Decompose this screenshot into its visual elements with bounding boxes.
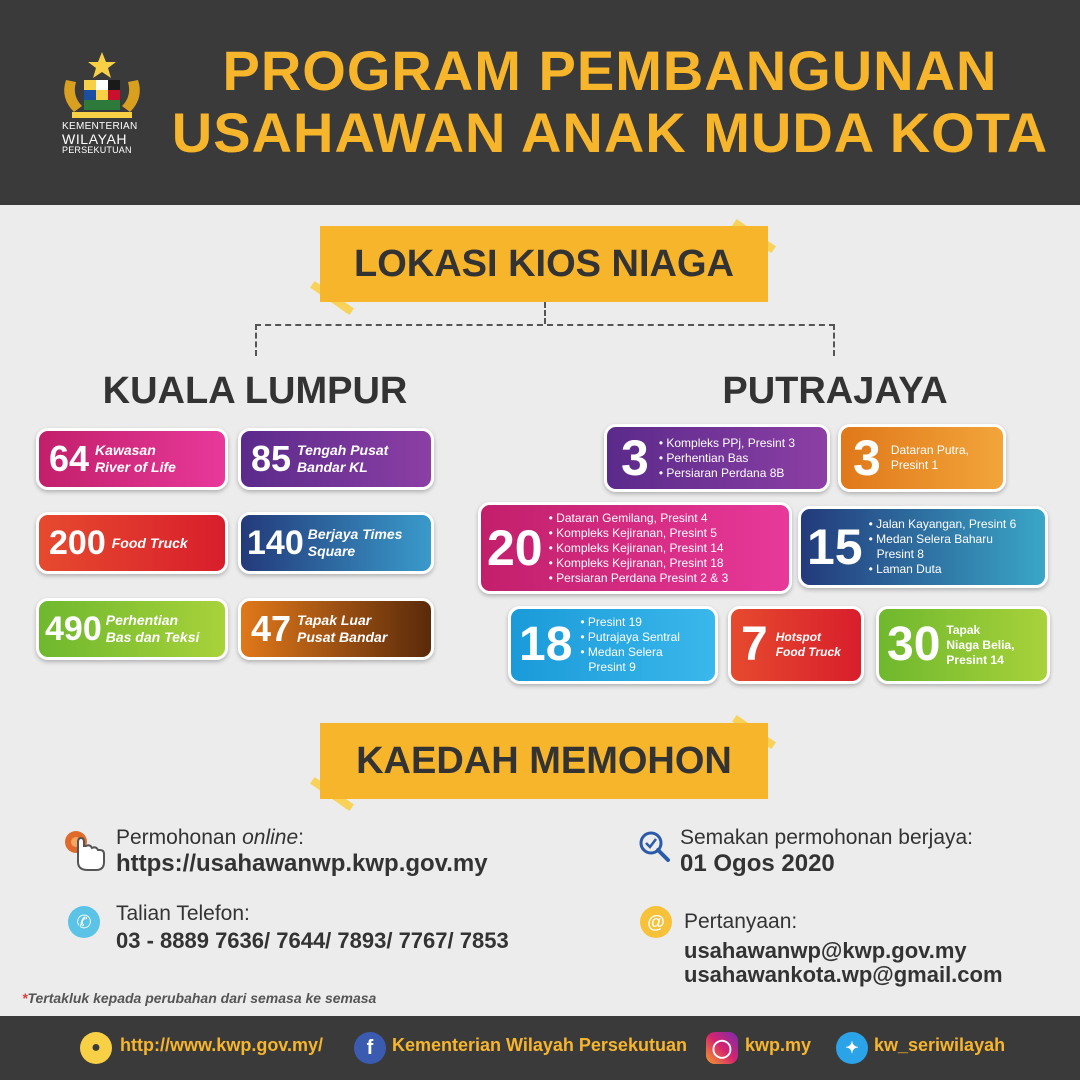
bullet-item: • Jalan Kayangan, Presint 6: [868, 517, 1017, 531]
card-label-line: River of Life: [95, 459, 176, 475]
card-label-line: Perhentian: [105, 612, 179, 628]
bullet-item: • Kompleks Kejiranan, Presint 5: [548, 525, 717, 540]
card-label-line: Presint 1: [890, 458, 939, 472]
card-label-line: Pusat Bandar: [297, 629, 388, 645]
email-at-icon: @: [640, 906, 672, 938]
bullet-item: • Perhentian Bas: [658, 450, 749, 465]
phone-label: Talian Telefon:: [116, 902, 250, 925]
kl-card-food-truck: [36, 512, 228, 574]
pj-card-dataran-gemilang: [478, 502, 792, 594]
bullet-item: • Kompleks Kejiranan, Presint 14: [548, 540, 724, 555]
card-label-line: Kawasan: [95, 442, 156, 458]
tree-connector: [255, 324, 257, 356]
card-label-line: Tapak Luar: [297, 612, 372, 628]
card-number: 18: [519, 618, 573, 671]
card-number: 140: [247, 524, 304, 562]
enquiry-email-2[interactable]: usahawankota.wp@gmail.com: [684, 962, 1003, 987]
kaedah-heading: KAEDAH MEMOHON: [320, 723, 768, 799]
card-number: 30: [887, 618, 941, 671]
phone-icon: ✆: [68, 906, 100, 938]
card-label-line: Niaga Belia,: [946, 637, 1015, 652]
pointer-click-icon: [62, 828, 108, 874]
facebook-icon: f: [354, 1032, 386, 1064]
check-label: Semakan permohonan berjaya:: [680, 826, 974, 849]
tree-connector: [833, 324, 835, 356]
card-label-line: Berjaya Times: [307, 526, 403, 542]
card-label-line: Square: [307, 543, 356, 559]
card-label: [112, 535, 188, 552]
online-url-link[interactable]: https://usahawanwp.kwp.gov.my: [116, 850, 488, 877]
card-number: 200: [49, 524, 106, 562]
title-line-1: PROGRAM PEMBANGUNAN: [222, 39, 998, 102]
ministry-line-2: WILAYAH: [62, 131, 128, 147]
card-label: [776, 630, 841, 660]
card-bullets: [659, 436, 795, 481]
card-number: 85: [251, 438, 292, 479]
online-label-prefix: Permohonan: [116, 826, 243, 849]
note-asterisk: *: [22, 990, 28, 1006]
bullet-item: Presint 9: [588, 660, 636, 674]
region-kuala-lumpur: KUALA LUMPUR: [102, 370, 408, 412]
bullet-item: • Putrajaya Sentral: [580, 630, 680, 644]
search-check-icon: [636, 828, 672, 864]
ministry-line-3: PERSEKUTUAN: [62, 145, 132, 155]
bullet-item: • Laman Duta: [868, 562, 942, 576]
card-number: 3: [621, 430, 649, 486]
online-label: [116, 826, 304, 850]
card-label-line: Presint 14: [946, 652, 1004, 667]
pj-card-dataran-putra: [838, 424, 1006, 492]
card-label: [946, 623, 1014, 668]
note-text: Tertakluk kepada perubahan dari semasa ke semasa: [27, 990, 377, 1006]
kl-card-perhentian-bas-teksi: [36, 598, 228, 660]
card-number: 20: [487, 520, 543, 576]
coat-of-arms-icon: [52, 50, 152, 122]
tree-connector: [544, 302, 546, 324]
online-label-suffix: :: [298, 826, 304, 849]
online-label-em: online: [242, 826, 299, 849]
card-label: [891, 443, 969, 473]
bullet-item: Presint 8: [876, 547, 924, 561]
card-number: 3: [853, 430, 881, 486]
bullet-item: • Medan Selera Baharu: [868, 532, 993, 546]
page-title: [160, 40, 1060, 164]
bullet-item: • Persiaran Perdana 8B: [658, 465, 785, 480]
pj-card-jalan-kayangan: [798, 506, 1048, 588]
card-label-line: Hotspot: [775, 630, 822, 644]
kl-card-tengah-pusat-bandar: [238, 428, 434, 490]
title-line-2: USAHAWAN ANAK MUDA KOTA: [171, 101, 1049, 164]
check-date: 01 Ogos 2020: [680, 850, 835, 877]
website-globe-icon: ●: [80, 1032, 112, 1064]
footer-website-link[interactable]: http://www.kwp.gov.my/: [120, 1035, 324, 1055]
kl-card-berjaya-times-square: [238, 512, 434, 574]
bullet-item: • Persiaran Perdana Presint 2 & 3: [548, 570, 729, 585]
card-number: 47: [251, 608, 292, 649]
ministry-line-1: KEMENTERIAN: [62, 121, 138, 132]
card-label-line: Bas dan Teksi: [105, 629, 200, 645]
kl-card-tapak-luar-pusat-bandar: [238, 598, 434, 660]
bullet-item: • Presint 19: [580, 615, 642, 629]
card-label: [95, 442, 176, 476]
card-number: 15: [807, 519, 863, 575]
card-label-line: Tapak: [946, 622, 981, 637]
footer-facebook-link[interactable]: Kementerian Wilayah Persekutuan: [392, 1035, 687, 1055]
instagram-icon: ◯: [706, 1032, 738, 1064]
card-label-line: Tengah Pusat: [297, 442, 389, 458]
bullet-item: • Kompleks PPj, Presint 3: [658, 435, 796, 450]
pj-card-tapak-niaga-belia: [876, 606, 1050, 684]
card-bullets: [549, 511, 729, 586]
tree-connector: [255, 324, 835, 326]
card-number: 7: [741, 618, 768, 671]
footer-twitter-link[interactable]: kw_seriwilayah: [874, 1035, 1006, 1055]
card-label-line: Food Truck: [775, 645, 841, 659]
card-label-line: Food Truck: [111, 534, 188, 551]
card-label: [106, 612, 200, 646]
enquiry-label: Pertanyaan:: [684, 910, 798, 933]
card-number: 490: [45, 610, 102, 648]
card-bullets: [869, 517, 1017, 577]
phone-number[interactable]: 03 - 8889 7636/ 7644/ 7893/ 7767/ 7853: [116, 928, 509, 953]
card-number: 64: [49, 438, 90, 479]
card-label: [308, 526, 403, 560]
pj-card-presint-19: [508, 606, 718, 684]
card-label-line: Bandar KL: [297, 459, 368, 475]
card-label: [297, 442, 388, 476]
twitter-icon: ✦: [836, 1032, 868, 1064]
bullet-item: • Dataran Gemilang, Presint 4: [548, 510, 708, 525]
kl-card-river-of-life: [36, 428, 228, 490]
region-putrajaya: PUTRAJAYA: [722, 370, 948, 412]
lokasi-heading: LOKASI KIOS NIAGA: [320, 226, 768, 302]
card-label: [297, 612, 387, 646]
bullet-item: • Kompleks Kejiranan, Presint 18: [548, 555, 724, 570]
disclaimer-note: [22, 990, 376, 1006]
footer-instagram-link[interactable]: kwp.my: [745, 1035, 812, 1055]
enquiry-email-1[interactable]: usahawanwp@kwp.gov.my: [684, 938, 967, 963]
card-bullets: [580, 615, 680, 675]
pj-card-kompleks-ppj: [604, 424, 830, 492]
ministry-logo-text: [62, 122, 152, 155]
bullet-item: • Medan Selera: [580, 645, 663, 659]
card-label-line: Dataran Putra,: [890, 443, 969, 457]
pj-card-hotspot-food-truck: [728, 606, 864, 684]
